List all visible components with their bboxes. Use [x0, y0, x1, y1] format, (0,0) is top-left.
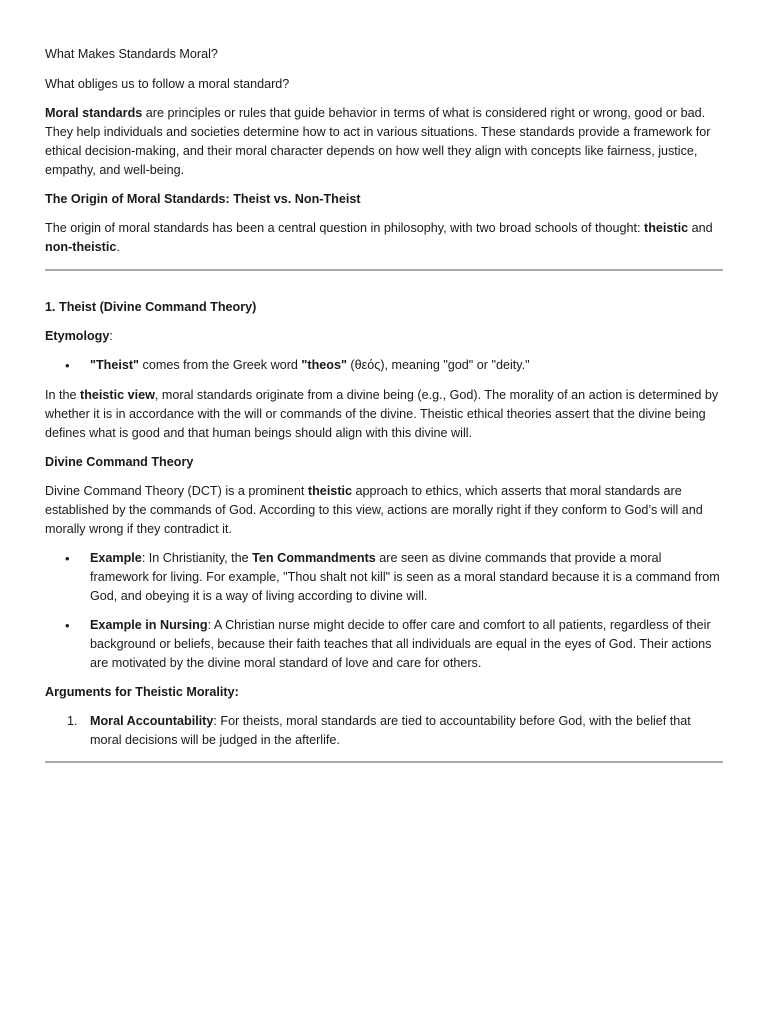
etymology-text-2: (θεός), meaning "god" or "deity."	[346, 358, 530, 372]
theistic-view-text-a: In the	[45, 388, 81, 402]
list-item	[45, 712, 723, 750]
guiding-question: What obliges us to follow a moral standard?	[45, 77, 290, 91]
intro-paragraph	[45, 104, 723, 180]
etymology-label-text: Etymology	[45, 329, 110, 343]
theos-term: "theos"	[301, 358, 347, 372]
theist-term: "Theist"	[90, 358, 140, 372]
example-text-b: are seen as divine commands that provide a moral framework for living. For example, "Thou shalt not kill" is seen as a moral standard because it is a command from God, and obeying it is a way of living according to divine will.	[90, 551, 720, 603]
non-theistic-term: non-theistic	[45, 240, 117, 254]
theistic-view-text-b: , moral standards originate from a divine being (e.g., God). The morality of an action is determined by whether it is in accordance with the will or commands of the divine. Theistic ethical theories assert that the divine being defines what is good and that human beings should align with this divine will.	[45, 388, 719, 440]
moral-accountability-term: Moral Accountability	[90, 714, 214, 728]
list-number: 1.	[67, 714, 78, 728]
example-nursing-label: Example in Nursing	[90, 618, 208, 632]
examples-list	[45, 549, 723, 673]
dct-text-a: Divine Command Theory (DCT) is a prominent	[45, 484, 308, 498]
section-divider	[45, 269, 723, 271]
intro-text: are principles or rules that guide behavior in terms of what is considered right or wrong, good or bad. They help individuals and societies determine how to act in various situations. These standards provide a framework for ethical decision-making, and their moral character depends on how well they align with concepts like fairness, justice, empathy, and well-being.	[45, 106, 711, 177]
theistic-term: theistic	[644, 221, 689, 235]
arguments-heading: Arguments for Theistic Morality:	[45, 685, 239, 699]
origin-text-c: .	[116, 240, 120, 254]
origin-heading: The Origin of Moral Standards: Theist vs. Non-Theist	[45, 192, 361, 206]
list-item	[45, 356, 723, 375]
example-text-a: : In Christianity, the	[141, 551, 253, 565]
list-item	[45, 616, 723, 673]
moral-accountability-text: : For theists, moral standards are tied to accountability before God, with the belief that moral decisions will be judged in the afterlife.	[90, 714, 691, 747]
etymology-text-1: comes from the Greek word	[139, 358, 302, 372]
dct-theistic-term: theistic	[307, 484, 353, 498]
section-divider	[45, 761, 723, 763]
dct-heading: Divine Command Theory	[45, 455, 194, 469]
etymology-label	[45, 327, 723, 346]
moral-standards-term: Moral standards	[45, 106, 143, 120]
list-item	[45, 549, 723, 606]
dct-paragraph	[45, 482, 723, 539]
origin-text-b: and	[688, 221, 713, 235]
theistic-view-term: theistic view	[80, 388, 155, 402]
section1-heading: 1. Theist (Divine Command Theory)	[45, 300, 257, 314]
theistic-view-paragraph	[45, 386, 723, 443]
origin-paragraph	[45, 219, 723, 257]
origin-text-a: The origin of moral standards has been a central question in philosophy, with two broad schools of thought:	[45, 221, 645, 235]
example-label: Example	[90, 551, 142, 565]
ten-commandments-term: Ten Commandments	[252, 551, 376, 565]
document-title: What Makes Standards Moral?	[45, 47, 218, 61]
arguments-list	[45, 712, 723, 750]
dct-text-b: approach to ethics, which asserts that moral standards are established by the commands of God. According to this view, actions are morally right if they conform to God’s will and morally wrong if they contradict it.	[45, 484, 703, 536]
etymology-colon: :	[109, 329, 113, 343]
example-nursing-text: : A Christian nurse might decide to offer care and comfort to all patients, regardless of their background or beliefs, because their faith teaches that all individuals are equal in the eyes of God. Their actions are motivated by the divine moral standard of love and care for others.	[90, 618, 712, 670]
etymology-list	[45, 356, 723, 375]
